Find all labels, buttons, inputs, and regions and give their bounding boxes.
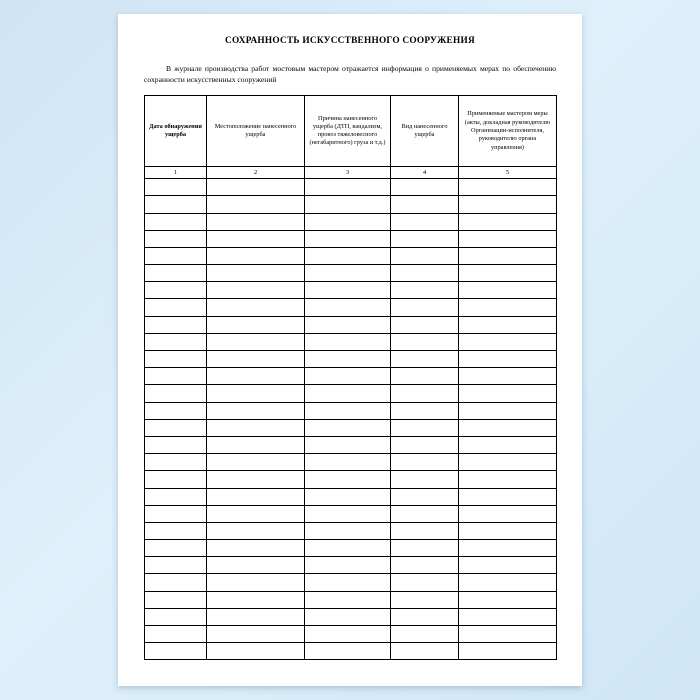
table-cell-empty[interactable]: [305, 402, 391, 419]
table-cell-empty[interactable]: [391, 333, 459, 350]
table-row[interactable]: [145, 557, 557, 574]
table-cell-empty[interactable]: [305, 299, 391, 316]
table-cell-empty[interactable]: [391, 265, 459, 282]
table-cell-empty[interactable]: [305, 643, 391, 660]
table-cell-empty[interactable]: [459, 299, 557, 316]
table-cell-empty[interactable]: [459, 488, 557, 505]
table-cell-empty[interactable]: [391, 540, 459, 557]
table-cell-empty[interactable]: [305, 436, 391, 453]
table-cell-empty[interactable]: [459, 574, 557, 591]
table-cell-empty[interactable]: [459, 402, 557, 419]
table-cell-empty[interactable]: [145, 488, 207, 505]
table-row[interactable]: [145, 333, 557, 350]
table-cell-empty[interactable]: [207, 608, 305, 625]
table-cell-empty[interactable]: [145, 213, 207, 230]
table-cell-empty[interactable]: [391, 419, 459, 436]
table-cell-empty[interactable]: [305, 230, 391, 247]
table-cell-empty[interactable]: [305, 265, 391, 282]
table-cell-empty[interactable]: [391, 385, 459, 402]
table-cell-empty[interactable]: [305, 557, 391, 574]
table-cell-empty[interactable]: [459, 591, 557, 608]
table-cell-empty[interactable]: [459, 643, 557, 660]
table-cell-empty[interactable]: [207, 230, 305, 247]
table-cell-empty[interactable]: [391, 626, 459, 643]
table-cell-empty[interactable]: [459, 230, 557, 247]
table-cell-empty[interactable]: [459, 179, 557, 196]
table-cell-empty[interactable]: [207, 557, 305, 574]
table-cell-empty[interactable]: [305, 247, 391, 264]
table-row[interactable]: [145, 419, 557, 436]
table-row[interactable]: [145, 316, 557, 333]
table-cell-empty[interactable]: [145, 333, 207, 350]
table-cell-empty[interactable]: [145, 626, 207, 643]
table-cell-empty[interactable]: [145, 436, 207, 453]
table-cell-empty[interactable]: [145, 419, 207, 436]
table-cell-empty[interactable]: [459, 196, 557, 213]
table-cell-empty[interactable]: [391, 282, 459, 299]
column-number-5: 5: [459, 167, 557, 179]
table-cell-empty[interactable]: [145, 643, 207, 660]
table-cell-empty[interactable]: [145, 230, 207, 247]
table-cell-empty[interactable]: [207, 488, 305, 505]
table-cell-empty[interactable]: [145, 522, 207, 539]
table-cell-empty[interactable]: [391, 213, 459, 230]
table-cell-empty[interactable]: [145, 351, 207, 368]
table-cell-empty[interactable]: [459, 316, 557, 333]
table-cell-empty[interactable]: [305, 540, 391, 557]
table-row[interactable]: [145, 591, 557, 608]
document-content: [144, 36, 556, 660]
table-cell-empty[interactable]: [207, 265, 305, 282]
table-cell-empty[interactable]: [459, 247, 557, 264]
table-cell-empty[interactable]: [207, 454, 305, 471]
table-cell-empty[interactable]: [145, 196, 207, 213]
column-header-date: Дата обнаружения ущерба: [145, 96, 207, 167]
table-cell-empty[interactable]: [305, 179, 391, 196]
table-cell-empty[interactable]: [305, 333, 391, 350]
table-cell-empty[interactable]: [145, 179, 207, 196]
table-cell-empty[interactable]: [391, 471, 459, 488]
table-cell-empty[interactable]: [459, 557, 557, 574]
table-cell-empty[interactable]: [305, 419, 391, 436]
table-cell-empty[interactable]: [459, 282, 557, 299]
table-row[interactable]: [145, 626, 557, 643]
table-cell-empty[interactable]: [145, 282, 207, 299]
table-cell-empty[interactable]: [207, 385, 305, 402]
table-cell-empty[interactable]: [391, 557, 459, 574]
table-cell-empty[interactable]: [145, 299, 207, 316]
table-cell-empty[interactable]: [207, 643, 305, 660]
table-row[interactable]: [145, 608, 557, 625]
table-row[interactable]: [145, 385, 557, 402]
table-cell-empty[interactable]: [145, 574, 207, 591]
table-cell-empty[interactable]: [207, 626, 305, 643]
table-cell-empty[interactable]: [459, 626, 557, 643]
table-row[interactable]: [145, 196, 557, 213]
table-cell-empty[interactable]: [207, 333, 305, 350]
table-cell-empty[interactable]: [305, 488, 391, 505]
table-cell-empty[interactable]: [459, 368, 557, 385]
table-cell-empty[interactable]: [207, 299, 305, 316]
table-row[interactable]: [145, 247, 557, 264]
table-cell-empty[interactable]: [391, 643, 459, 660]
table-row[interactable]: [145, 351, 557, 368]
table-cell-empty[interactable]: [207, 316, 305, 333]
table-row[interactable]: [145, 522, 557, 539]
column-number-row: [145, 167, 557, 179]
table-row[interactable]: [145, 299, 557, 316]
table-cell-empty[interactable]: [459, 608, 557, 625]
table-cell-empty[interactable]: [207, 591, 305, 608]
column-number-2: 2: [207, 167, 305, 179]
table-cell-empty[interactable]: [305, 471, 391, 488]
table-row[interactable]: [145, 643, 557, 660]
table-cell-empty[interactable]: [305, 196, 391, 213]
table-cell-empty[interactable]: [207, 471, 305, 488]
table-cell-empty[interactable]: [145, 385, 207, 402]
column-header-damage-type: Вид нанесенного ущерба: [391, 96, 459, 167]
table-cell-empty[interactable]: [207, 522, 305, 539]
table-cell-empty[interactable]: [459, 419, 557, 436]
table-row[interactable]: [145, 230, 557, 247]
table-row[interactable]: [145, 540, 557, 557]
table-cell-empty[interactable]: [391, 299, 459, 316]
table-cell-empty[interactable]: [145, 247, 207, 264]
table-cell-empty[interactable]: [391, 522, 459, 539]
table-cell-empty[interactable]: [207, 282, 305, 299]
table-row[interactable]: [145, 402, 557, 419]
table-cell-empty[interactable]: [145, 505, 207, 522]
table-cell-empty[interactable]: [145, 591, 207, 608]
column-header-measures: Применяемые мастером меры (акты, докладная руководителю Организации-исполнителя, руководителю органа управления): [459, 96, 557, 167]
table-cell-empty[interactable]: [305, 351, 391, 368]
table-row[interactable]: [145, 574, 557, 591]
column-number-1: 1: [145, 167, 207, 179]
table-cell-empty[interactable]: [391, 608, 459, 625]
table-cell-empty[interactable]: [459, 333, 557, 350]
table-cell-empty[interactable]: [391, 368, 459, 385]
table-cell-empty[interactable]: [459, 471, 557, 488]
document-page: [118, 14, 582, 686]
table-row[interactable]: [145, 505, 557, 522]
table-cell-empty[interactable]: [145, 265, 207, 282]
table-cell-empty[interactable]: [391, 402, 459, 419]
table-cell-empty[interactable]: [305, 385, 391, 402]
table-cell-empty[interactable]: [207, 213, 305, 230]
table-cell-empty[interactable]: [391, 196, 459, 213]
column-number-4: 4: [391, 167, 459, 179]
table-header-row: [145, 96, 557, 167]
table-cell-empty[interactable]: [391, 436, 459, 453]
table-cell-empty[interactable]: [305, 591, 391, 608]
table-row[interactable]: [145, 213, 557, 230]
table-cell-empty[interactable]: [305, 316, 391, 333]
intro-text: В журнале производства работ мостовым мастером отражается информация о применяемых мерах по обеспечению сохранности искусственных сооружений: [144, 64, 556, 85]
intro-paragraph: [144, 63, 556, 85]
table-row[interactable]: [145, 368, 557, 385]
table-cell-empty[interactable]: [145, 368, 207, 385]
table-cell-empty[interactable]: [145, 540, 207, 557]
table-cell-empty[interactable]: [207, 351, 305, 368]
table-row[interactable]: [145, 282, 557, 299]
table-cell-empty[interactable]: [459, 351, 557, 368]
table-row[interactable]: [145, 454, 557, 471]
table-cell-empty[interactable]: [207, 196, 305, 213]
table-cell-empty[interactable]: [305, 505, 391, 522]
table-row[interactable]: [145, 488, 557, 505]
table-cell-empty[interactable]: [459, 213, 557, 230]
table-cell-empty[interactable]: [459, 540, 557, 557]
table-cell-empty[interactable]: [391, 591, 459, 608]
table-cell-empty[interactable]: [305, 522, 391, 539]
table-cell-empty[interactable]: [391, 316, 459, 333]
table-cell-empty[interactable]: [305, 608, 391, 625]
table-cell-empty[interactable]: [207, 247, 305, 264]
table-cell-empty[interactable]: [391, 488, 459, 505]
table-cell-empty[interactable]: [207, 540, 305, 557]
table-cell-empty[interactable]: [207, 436, 305, 453]
table-cell-empty[interactable]: [145, 402, 207, 419]
table-cell-empty[interactable]: [391, 230, 459, 247]
table-cell-empty[interactable]: [145, 471, 207, 488]
table-cell-empty[interactable]: [207, 179, 305, 196]
table-cell-empty[interactable]: [391, 247, 459, 264]
journal-table-body: [145, 179, 557, 660]
table-cell-empty[interactable]: [305, 282, 391, 299]
table-cell-empty[interactable]: [207, 574, 305, 591]
table-cell-empty[interactable]: [305, 454, 391, 471]
table-row[interactable]: [145, 265, 557, 282]
table-cell-empty[interactable]: [305, 574, 391, 591]
table-cell-empty[interactable]: [145, 316, 207, 333]
table-cell-empty[interactable]: [305, 213, 391, 230]
table-cell-empty[interactable]: [459, 265, 557, 282]
page-title: СОХРАННОСТЬ ИСКУССТВЕННОГО СООРУЖЕНИЯ: [225, 36, 475, 46]
table-cell-empty[interactable]: [207, 402, 305, 419]
table-cell-empty[interactable]: [391, 505, 459, 522]
table-cell-empty[interactable]: [459, 522, 557, 539]
column-header-location: Местоположение нанесенного ущерба: [207, 96, 305, 167]
table-cell-empty[interactable]: [459, 454, 557, 471]
journal-table: [144, 95, 557, 660]
table-cell-empty[interactable]: [459, 505, 557, 522]
table-cell-empty[interactable]: [305, 626, 391, 643]
table-cell-empty[interactable]: [305, 368, 391, 385]
table-cell-empty[interactable]: [391, 351, 459, 368]
table-cell-empty[interactable]: [207, 419, 305, 436]
table-cell-empty[interactable]: [207, 505, 305, 522]
table-row[interactable]: [145, 436, 557, 453]
column-header-cause: Причина нанесенного ущерба (ДТП, вандализм, провоз тяжеловесного (негабаритного) груза и т.д.): [305, 96, 391, 167]
table-cell-empty[interactable]: [459, 385, 557, 402]
table-cell-empty[interactable]: [145, 608, 207, 625]
column-number-3: 3: [305, 167, 391, 179]
table-row[interactable]: [145, 179, 557, 196]
table-cell-empty[interactable]: [391, 454, 459, 471]
table-cell-empty[interactable]: [391, 574, 459, 591]
table-cell-empty[interactable]: [207, 368, 305, 385]
table-row[interactable]: [145, 471, 557, 488]
table-cell-empty[interactable]: [145, 557, 207, 574]
table-cell-empty[interactable]: [459, 436, 557, 453]
table-cell-empty[interactable]: [391, 179, 459, 196]
table-cell-empty[interactable]: [145, 454, 207, 471]
